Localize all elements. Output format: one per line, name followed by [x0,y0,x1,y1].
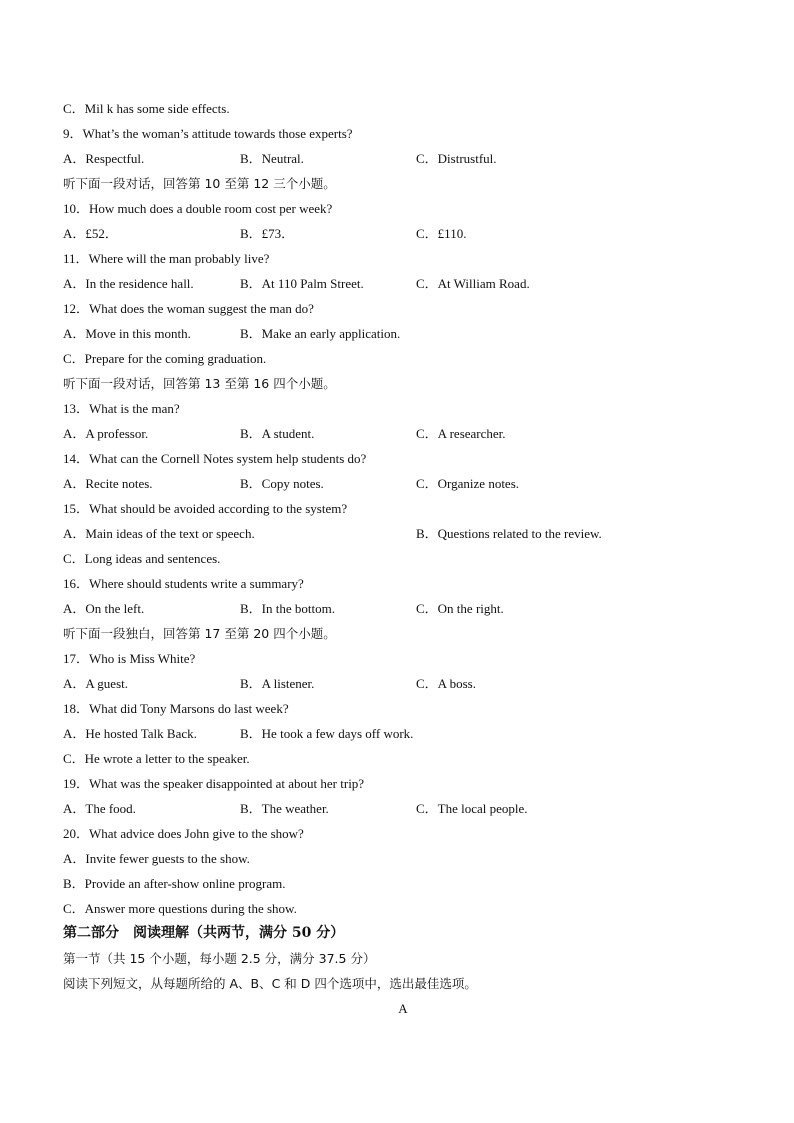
option-b: B．The weather. [240,801,329,816]
option-b: B．A student. [240,426,315,441]
answer-options [63,596,743,621]
text-line: B．Provide an after-show online program. [63,876,286,891]
answer-options [63,321,743,346]
text-line: 19．What was the speaker disappointed at about her trip? [63,776,365,791]
option-a: A．Move in this month. [63,326,191,341]
answer-options [63,796,743,821]
instruction-line: 听下面一段对话，回答第 10 至第 12 三个小题。 [63,176,336,191]
option-b: B．Neutral. [240,151,304,166]
answer-options [63,271,743,296]
option-b: B．Copy notes. [240,476,324,491]
text-line: 14．What can the Cornell Notes system help students do? [63,451,367,466]
answer-options [63,221,743,246]
document-page [63,96,743,1021]
instruction-line: 听下面一段独白，回答第 17 至第 20 四个小题。 [63,626,336,641]
option-c: C．Organize notes. [416,476,520,491]
option-c: C．£110. [416,226,467,241]
answer-options [63,521,743,546]
option-a: A．Respectful. [63,151,145,166]
option-c: C．On the right. [416,601,504,616]
text-line: 12．What does the woman suggest the man do? [63,301,314,316]
text-line: 18．What did Tony Marsons do last week? [63,701,289,716]
text-line: C．Mil k has some side effects. [63,101,230,116]
instruction-line: 第一节（共 15 个小题，每小题 2.5 分，满分 37.5 分） [63,951,376,966]
option-a: A．The food. [63,801,136,816]
text-line: 11．Where will the man probably live? [63,251,270,266]
instruction-line: 听下面一段对话，回答第 13 至第 16 四个小题。 [63,376,336,391]
option-b: B．At 110 Palm Street. [240,276,364,291]
option-a: A．On the left. [63,601,145,616]
option-a: A．He hosted Talk Back. [63,726,197,741]
answer-options [63,146,743,171]
text-line: 13．What is the man? [63,401,180,416]
text-line: 17．Who is Miss White? [63,651,196,666]
option-a: A．Recite notes. [63,476,153,491]
text-line: C．Long ideas and sentences. [63,551,221,566]
option-c: C．The local people. [416,801,528,816]
option-b: B．Make an early application. [240,326,401,341]
answer-options [63,721,743,746]
text-line: C．He wrote a letter to the speaker. [63,751,250,766]
option-c: C．At William Road. [416,276,530,291]
option-b: B．A listener. [240,676,315,691]
instruction-line: 阅读下列短文，从每题所给的 A、B、C 和 D 四个选项中，选出最佳选项。 [63,976,477,991]
passage-label: A [398,1001,408,1016]
option-c: C．A boss. [416,676,476,691]
text-line: C．Prepare for the coming graduation. [63,351,267,366]
option-b: B．In the bottom. [240,601,335,616]
option-a: A．A professor. [63,426,149,441]
option-a: A．In the residence hall. [63,276,194,291]
text-line: 16．Where should students write a summary? [63,576,304,591]
option-c: C．A researcher. [416,426,506,441]
section-heading: 第二部分 阅读理解（共两节，满分 50 分） [63,925,345,941]
option-c: B．Questions related to the review. [416,526,602,541]
text-line: 9．What’s the woman’s attitude towards those experts? [63,126,353,141]
option-b: B．He took a few days off work. [240,726,414,741]
option-b: B．£73． [240,226,295,241]
answer-options [63,671,743,696]
text-line: C．Answer more questions during the show. [63,901,297,916]
text-line: 20．What advice does John give to the show? [63,826,304,841]
answer-options [63,471,743,496]
option-a: A．Main ideas of the text or speech. [63,526,255,541]
option-a: A．£52． [63,226,118,241]
option-a: A．A guest. [63,676,129,691]
text-line: 10．How much does a double room cost per week? [63,201,333,216]
option-c: C．Distrustful. [416,151,497,166]
text-line: 15．What should be avoided according to the system? [63,501,348,516]
answer-options [63,421,743,446]
text-line: A．Invite fewer guests to the show. [63,851,250,866]
